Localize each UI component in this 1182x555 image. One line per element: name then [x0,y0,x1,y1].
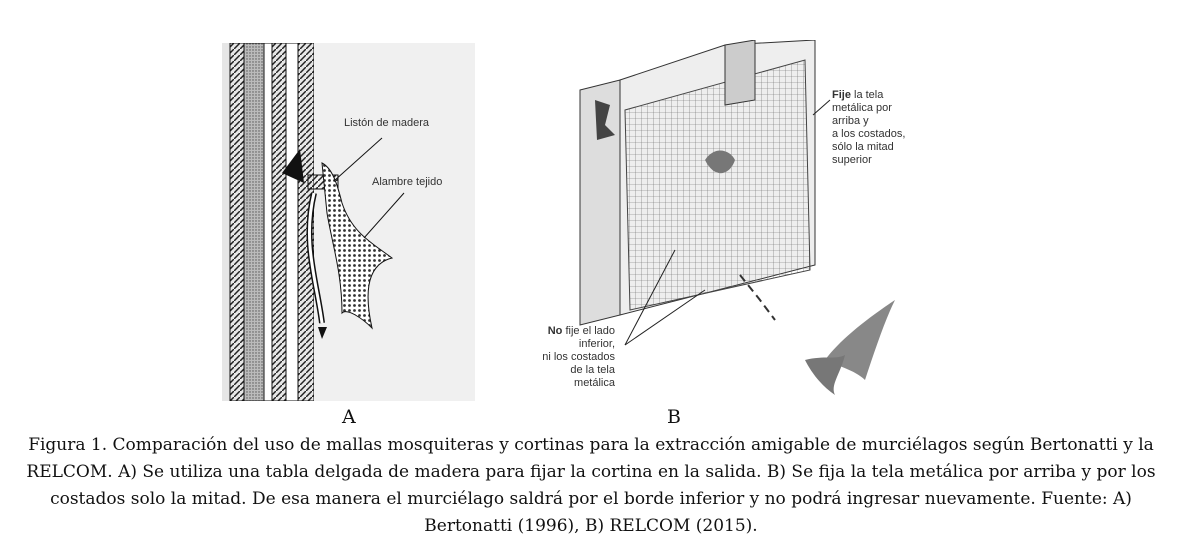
note-line: sólo la mitad [832,141,894,153]
panel-b-label: B [667,406,681,428]
note-line: a los costados, [832,128,906,140]
panel-a-illustration [222,43,475,401]
note-no-fix [515,325,615,390]
note-line: superior [832,154,872,166]
panel-a-label: A [342,406,356,428]
note-no-fix-bold: No [547,325,563,337]
note-line: de la tela [570,364,615,376]
panel-b-illustration [542,40,915,405]
figure-caption: Figura 1. Comparación del uso de mallas mosquiteras y cortinas para la extracción amigable de murciélagos según Bertonatti y la RELCOM. A) Se utiliza una tabla delgada de madera para fijar la cortina en la salida. B) Se fija la tela metálica por arriba y por los costados solo la mitad. De esa manera el murciélago saldrá por el borde inferior y no podrá ingresar nuevamente. Fuente: A) Bertonatti (1996), B) RELCOM (2015). [26,435,1156,536]
note-line: metálica por arriba y [832,102,892,127]
note-fix-top-bold: Fije [832,89,851,101]
annotation-liston: Listón de madera [344,117,429,129]
note-line: la tela [850,89,884,101]
note-fix-top [832,89,915,167]
wall-cross-section-drawing [222,43,475,401]
note-line: ni los costados [542,351,615,363]
note-line: inferior, [578,338,615,350]
note-line: metálica [574,377,615,389]
annotation-alambre: Alambre tejido [372,176,443,188]
note-line: fije el lado [562,325,615,337]
